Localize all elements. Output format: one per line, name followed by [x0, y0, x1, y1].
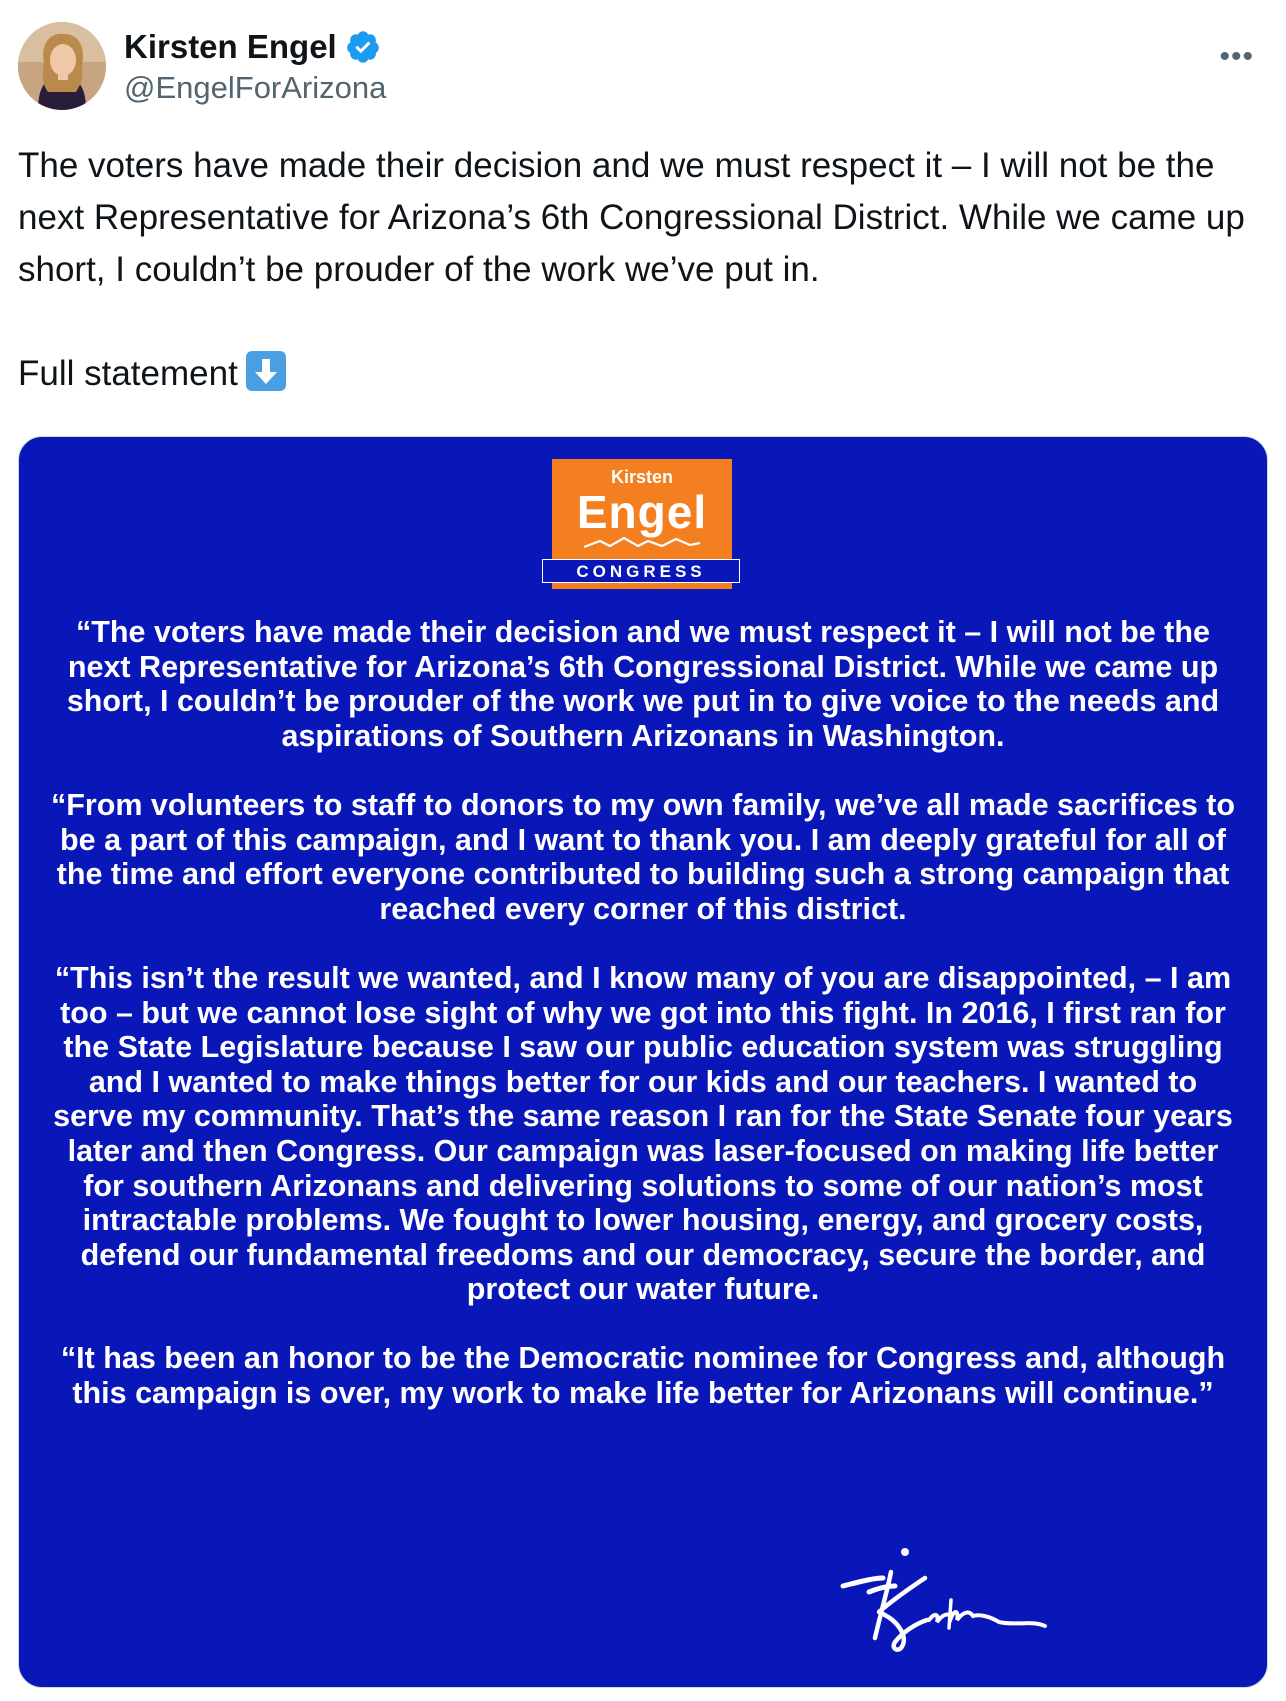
avatar[interactable]: [18, 22, 106, 110]
statement-paragraph: “It has been an honor to be the Democratic nominee for Congress and, although this campaign is over, my work to make life better for Arizonans will continue.”: [60, 1341, 1226, 1411]
full-statement-line: [18, 348, 1268, 400]
logo-small-text: Kirsten: [610, 467, 673, 487]
logo-big-text: Engel: [576, 486, 708, 538]
tweet-text: [18, 140, 1268, 400]
more-options-button[interactable]: •••: [1219, 40, 1254, 73]
tweet-text-paragraph: The voters have made their decision and we must respect it – I will not be the next Representative for Arizona’s 6th Congressional District. While we came up short, I couldn’t be prouder of the work we’ve put in.: [18, 146, 1245, 289]
logo-bar-underline: [552, 583, 732, 589]
author-name[interactable]: [124, 28, 381, 66]
statement-paragraph: “The voters have made their decision and we must respect it – I will not be the next Representative for Arizona’s 6th Congressional District. While we came up short, I couldn’t be prouder of the work we put in to give voice to the needs and aspirations of Southern Arizonans in Washington.: [66, 615, 1220, 753]
statement-text: [49, 615, 1237, 1411]
tweet-header: [18, 22, 1268, 112]
author-handle[interactable]: @EngelForArizona: [124, 70, 387, 105]
verified-badge-icon: [345, 29, 381, 65]
full-statement-label: Full statement: [18, 354, 238, 393]
campaign-logo: [542, 459, 742, 587]
statement-paragraph: “This isn’t the result we wanted, and I know many of you are disappointed, – I am too – but we cannot lose sight of why we got into this fight. In 2016, I first ran for the State Legislature because I saw our public education system was struggling and I wanted to make things better for our kids and our teachers. I wanted to serve my community. That’s the same reason I ran for the State Senate four years later and then Congress. Our campaign was laser-focused on making life better for southern Arizonans and delivering solutions to some of our nation’s most intractable problems. We fought to lower housing, energy, and grocery costs, defend our fundamental freedoms and our democracy, secure the border, and protect our water future.: [53, 960, 1233, 1307]
signature-icon: [839, 1542, 1049, 1652]
author-name-text[interactable]: Kirsten Engel: [124, 28, 337, 65]
statement-paragraph: “From volunteers to staff to donors to my own family, we’ve all made sacrifices to be a part of this campaign, and I want to thank you. I am deeply grateful for all of the time and effort everyone contributed to building such a strong campaign that reached every corner of this district.: [50, 787, 1236, 926]
logo-orange-box: [552, 459, 732, 559]
statement-image[interactable]: [18, 436, 1268, 1688]
mountain-icon: [582, 535, 702, 551]
down-arrow-emoji-icon: [246, 351, 286, 391]
logo-congress-bar: CONGRESS: [542, 559, 740, 583]
